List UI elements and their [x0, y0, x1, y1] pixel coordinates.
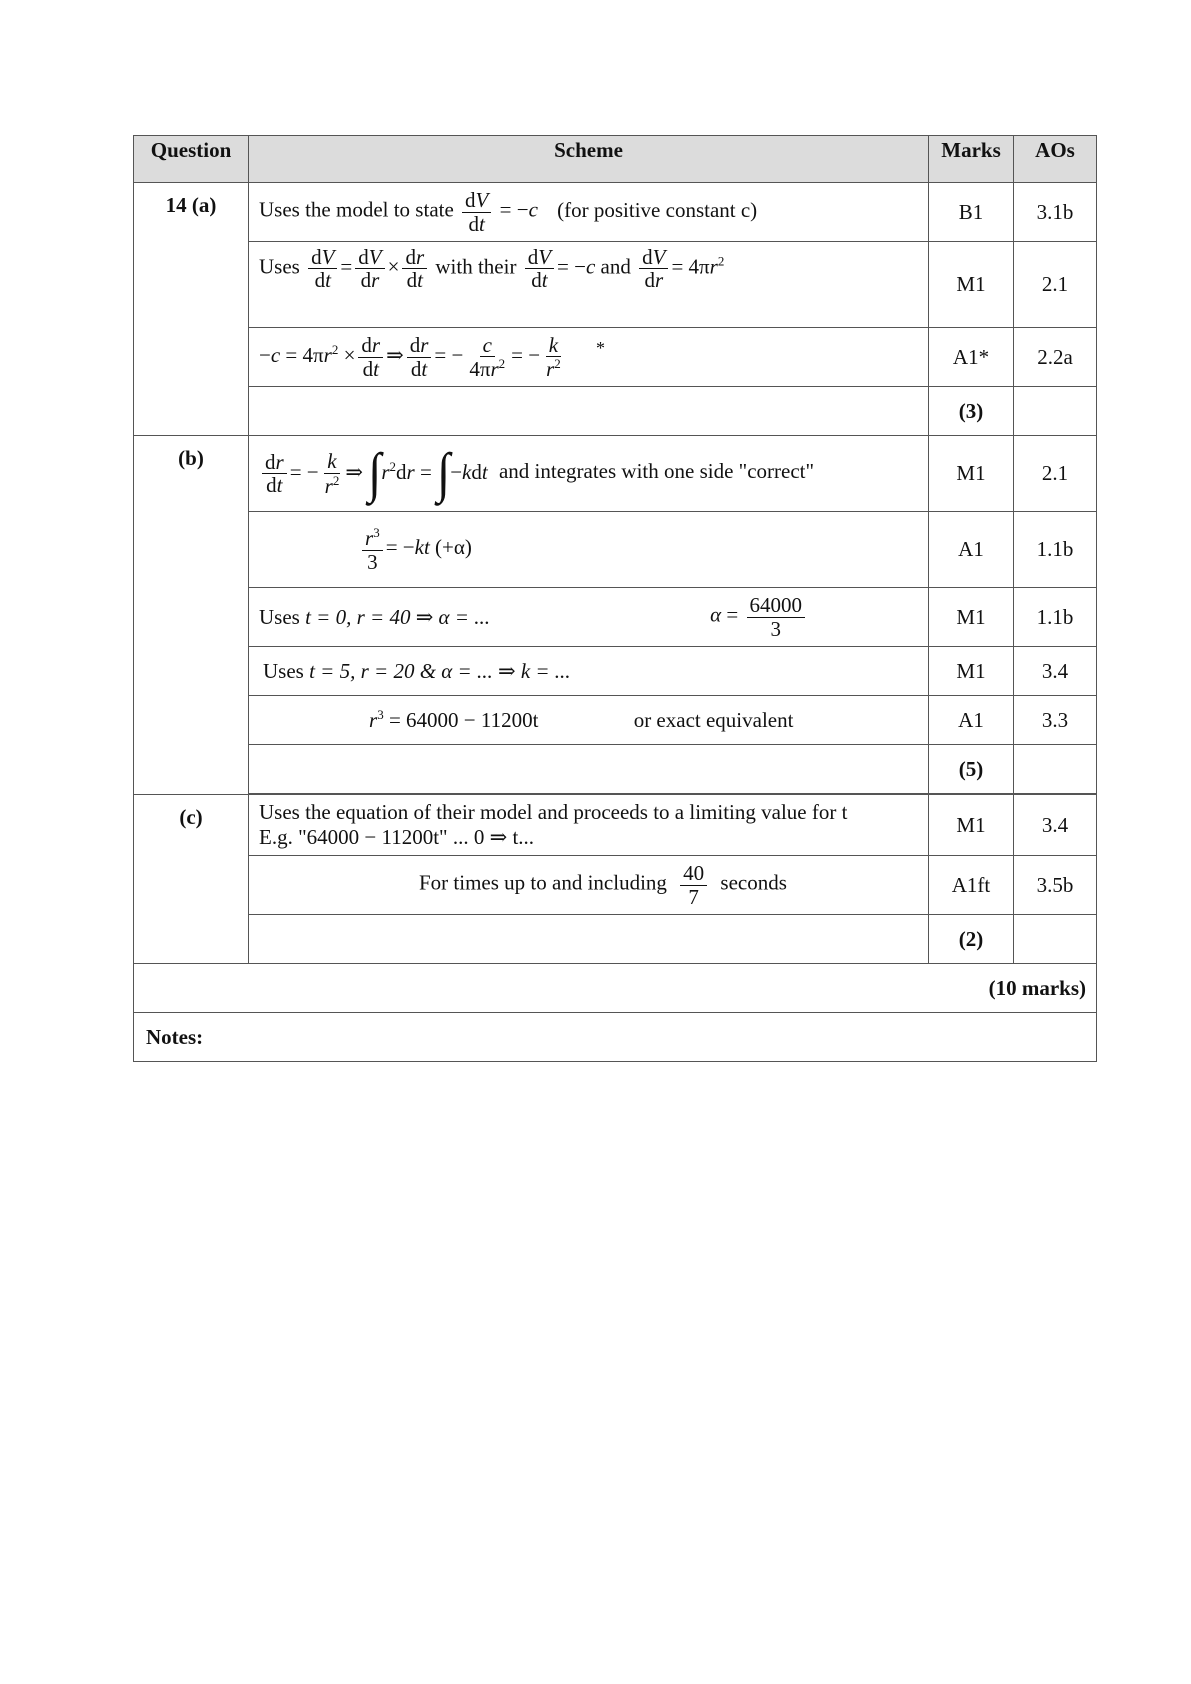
header-question: Question	[134, 136, 249, 183]
notes-label: Notes:	[134, 1013, 1097, 1062]
mark-cell: M1	[929, 588, 1014, 647]
mark-scheme-table	[133, 135, 1097, 1062]
table-row	[134, 328, 1097, 387]
mark-cell: A1*	[929, 328, 1014, 387]
scheme-cell: Uses $\frac{dV}{dt}$ = $\frac{dV}{dr}$ × $\frac{dr}{dt}$ with their $\frac{dV}{dt}$ = −c and $\frac{dV}{dr}$ = $4\pi r^2$	[249, 242, 929, 328]
mark-cell: M1	[929, 647, 1014, 696]
ao-cell: 3.4	[1014, 647, 1097, 696]
table-row	[134, 242, 1097, 328]
subtotal-cell: (3)	[929, 387, 1014, 436]
ao-cell: 2.1	[1014, 436, 1097, 512]
scheme-cell: Uses t = 5, r = 20 & α = ... ⇒ k = ...	[249, 647, 929, 696]
table-row	[134, 647, 1097, 696]
mark-cell: M1	[929, 436, 1014, 512]
scheme-cell: Uses t = 0, r = 40 ⇒ α = ... α = $\frac{64000}{3}$	[249, 588, 929, 647]
question-label-a: 14 (a)	[134, 183, 249, 436]
subtotal-cell: (5)	[929, 745, 1014, 794]
table-row	[134, 795, 1097, 856]
question-label-b: (b)	[134, 436, 249, 795]
mark-cell: M1	[929, 795, 1014, 856]
mark-scheme	[133, 135, 1096, 1062]
scheme-cell: For times up to and including $\frac{40}{7}$ seconds	[249, 856, 929, 915]
table-row	[134, 696, 1097, 745]
header-scheme: Scheme	[249, 136, 929, 183]
mark-cell: A1ft	[929, 856, 1014, 915]
scheme-cell: $-c = 4\pi r^2$ × $\frac{dr}{dt}$ ⇒ $\frac{dr}{dt}$ = − $\frac{c}{4\pi r^2}$ = − $\frac{k}{r^2}$ *	[249, 328, 929, 387]
table-row	[134, 856, 1097, 915]
header-aos: AOs	[1014, 136, 1097, 183]
ao-cell: 2.2a	[1014, 328, 1097, 387]
ao-cell: 1.1b	[1014, 512, 1097, 588]
mark-cell: A1	[929, 512, 1014, 588]
table-row	[134, 436, 1097, 512]
table-row	[134, 1013, 1097, 1062]
table-row	[134, 915, 1097, 964]
scheme-cell: $r^3 = 64000 - 11200t$ or exact equivalent	[249, 696, 929, 745]
table-row	[134, 964, 1097, 1013]
mark-cell: A1	[929, 696, 1014, 745]
ao-cell: 1.1b	[1014, 588, 1097, 647]
ao-cell: 3.5b	[1014, 856, 1097, 915]
mark-cell: M1	[929, 242, 1014, 328]
scheme-cell: Uses the model to state $\frac{dV}{dt}$ = −c (for positive constant c)	[249, 183, 929, 242]
question-label-c: (c)	[134, 795, 249, 964]
ao-cell: 3.4	[1014, 795, 1097, 856]
header-row	[134, 136, 1097, 183]
ao-cell: 3.3	[1014, 696, 1097, 745]
scheme-cell: Uses the equation of their model and proceeds to a limiting value for t E.g. "64000 − 11200t" ... 0 ⇒ t...	[249, 795, 929, 856]
header-marks: Marks	[929, 136, 1014, 183]
table-row	[134, 588, 1097, 647]
total-marks: (10 marks)	[134, 964, 1097, 1013]
table-row	[134, 183, 1097, 242]
table-row	[134, 512, 1097, 588]
ao-cell: 2.1	[1014, 242, 1097, 328]
table-row	[134, 745, 1097, 794]
ao-cell: 3.1b	[1014, 183, 1097, 242]
mark-cell: B1	[929, 183, 1014, 242]
subtotal-cell: (2)	[929, 915, 1014, 964]
table-row	[134, 387, 1097, 436]
scheme-cell: $\frac{dr}{dt}$ = − $\frac{k}{r^2}$ ⇒ $\int r^2dr = \int-kdt$ and integrates with one side "correct"	[249, 436, 929, 512]
scheme-cell: $\frac{r^3}{3}$ = −kt (+α)	[249, 512, 929, 588]
